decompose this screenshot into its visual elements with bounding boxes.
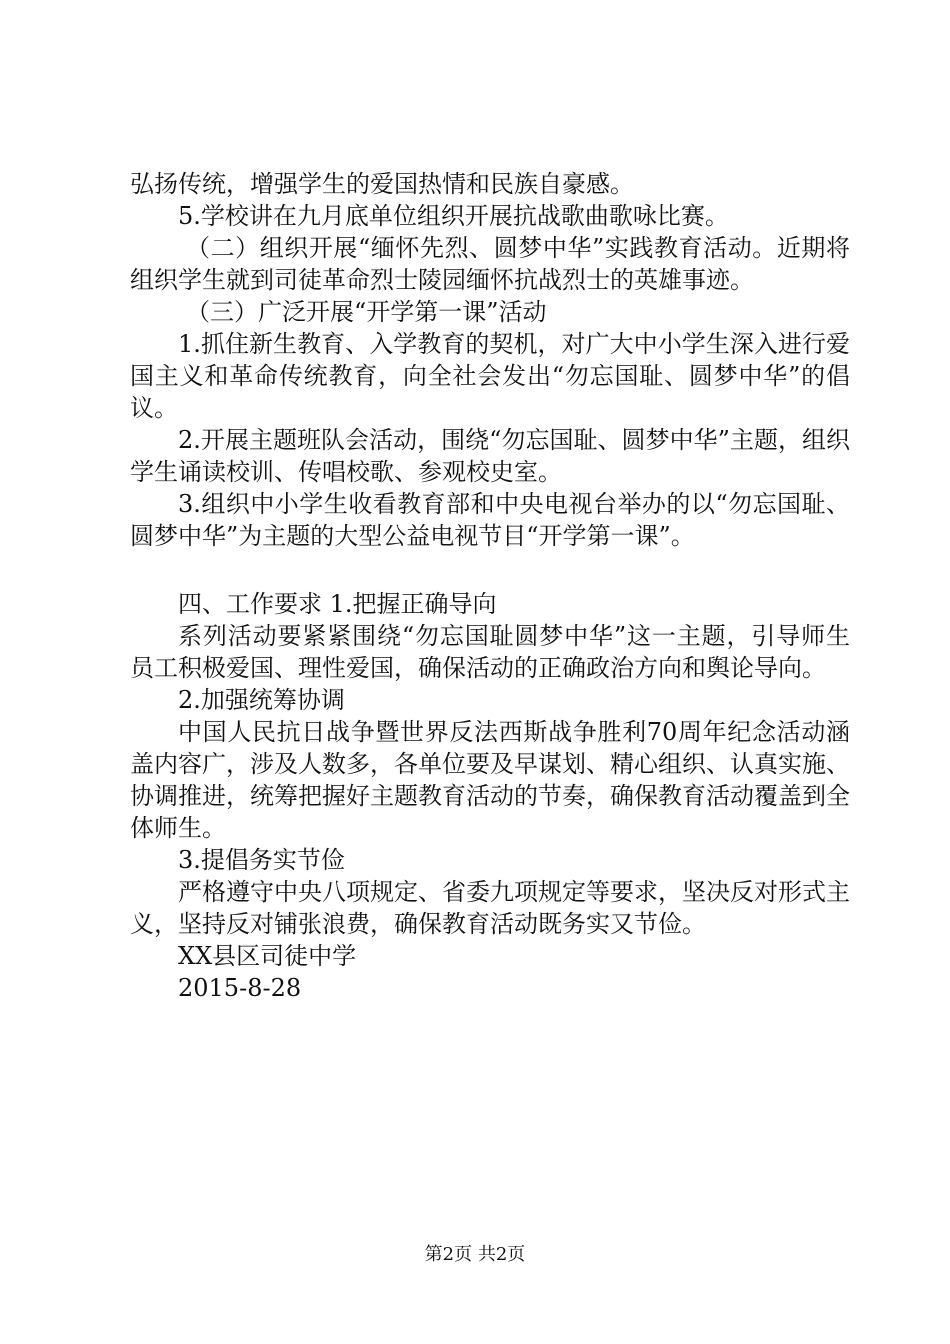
paragraph-intro-continuation: 弘扬传统，增强学生的爱国热情和民族自豪感。 [130, 170, 634, 198]
document-body [130, 168, 850, 1004]
signature-school-name: XX县区司徒中学 [178, 942, 357, 970]
paragraph-item-5-song-contest: 5.学校讲在九月底单位组织开展抗战歌曲歌咏比赛。 [178, 202, 729, 230]
paragraph-section-3-item-2: 2.开展主题班队会活动，围绕“勿忘国耻、圆梦中华”主题，组织学生诵读校训、传唱校歌、参观校史室。 [130, 426, 850, 486]
paragraph-section-2-martyrs: （二）组织开展“缅怀先烈、圆梦中华”实践教育活动。近期将组织学生就到司徒革命烈士陵园缅怀抗战烈士的英雄事迹。 [130, 234, 850, 294]
paragraph-work-requirements-heading: 四、工作要求 1.把握正确导向 [178, 590, 497, 618]
paragraph-requirement-2-heading: 2.加强统筹协调 [178, 686, 345, 714]
paragraph-requirement-3-heading: 3.提倡务实节俭 [178, 846, 345, 874]
page-number-indicator: 第2页 共2页 [424, 1244, 526, 1265]
paragraph-requirement-3-body: 严格遵守中央八项规定、省委九项规定等要求，坚决反对形式主义，坚持反对铺张浪费，确保教育活动既务实又节俭。 [130, 878, 850, 938]
paragraph-section-3-item-3: 3.组织中小学生收看教育部和中央电视台举办的以“勿忘国耻、圆梦中华”为主题的大型公益电视节目“开学第一课”。 [130, 490, 850, 550]
signature-date: 2015-8-28 [178, 974, 302, 1002]
paragraph-section-3-item-1: 1.抓住新生教育、入学教育的契机，对广大中小学生深入进行爱国主义和革命传统教育，向全社会发出“勿忘国耻、圆梦中华”的倡议。 [130, 330, 850, 422]
paragraph-section-3-heading: （三）广泛开展“开学第一课”活动 [186, 298, 547, 326]
paragraph-requirement-2-body: 中国人民抗日战争暨世界反法西斯战争胜利70周年纪念活动涵盖内容广，涉及人数多，各单位要及早谋划、精心组织、认真实施、协调推进，统筹把握好主题教育活动的节奏，确保教育活动覆盖到全体师生。 [130, 718, 850, 842]
paragraph-requirement-1-body: 系列活动要紧紧围绕“勿忘国耻圆梦中华”这一主题，引导师生员工积极爱国、理性爱国，确保活动的正确政治方向和舆论导向。 [130, 622, 850, 682]
page-footer [0, 1243, 950, 1267]
